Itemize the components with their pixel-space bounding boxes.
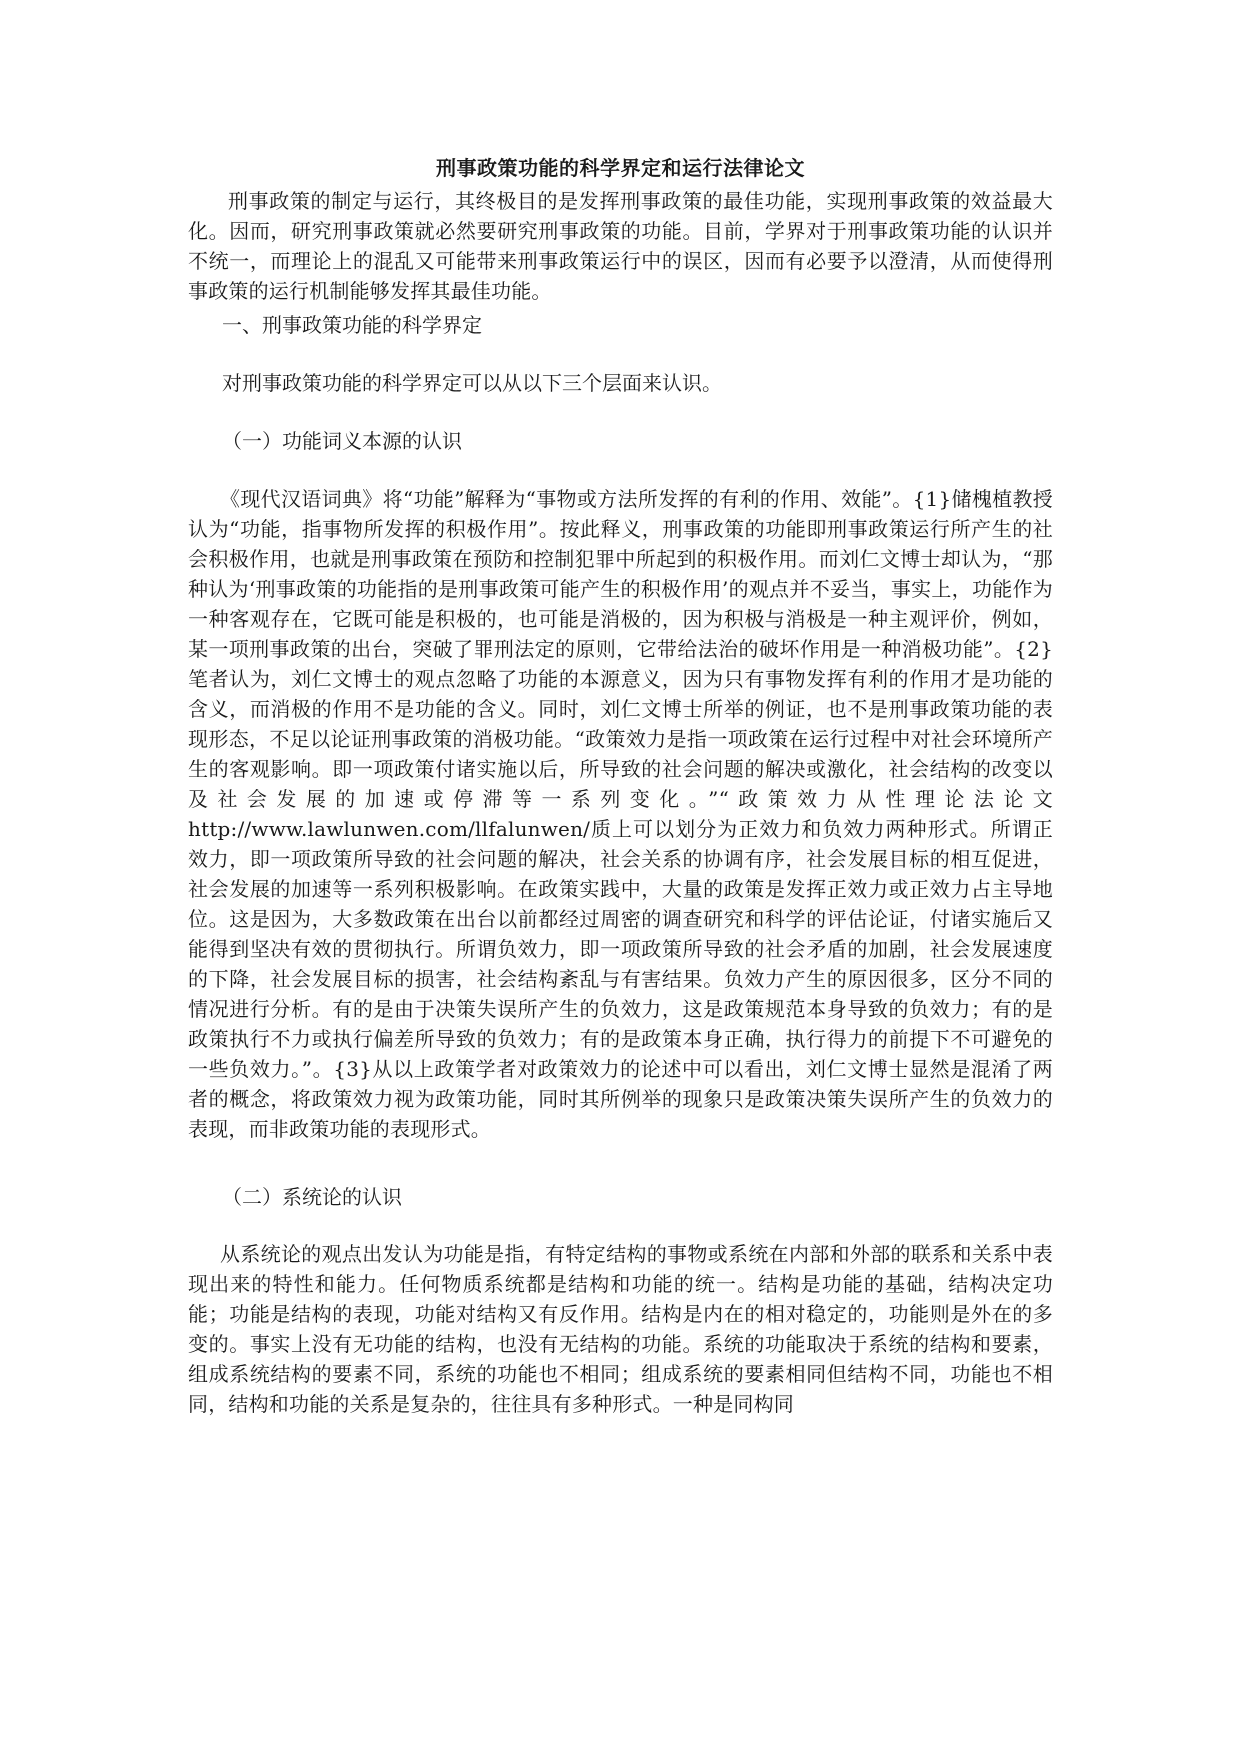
intro-paragraph: 刑事政策的制定与运行，其终极目的是发挥刑事政策的最佳功能，实现刑事政策的效益最大化。因而，研究刑事政策就必然要研究刑事政策的功能。目前，学界对于刑事政策功能的认识并不统一，而理论上的混乱又可能带来刑事政策运行中的误区，因而有必要予以澄清，从而使得刑事政策的运行机制能够发挥其最佳功能。 (188, 189, 1053, 303)
document-title: 刑事政策功能的科学界定和运行法律论文 (436, 156, 805, 180)
subsection-heading-1: （一）功能词义本源的认识 (222, 429, 462, 453)
subsection-body-2: 从系统论的观点出发认为功能是指，有特定结构的事物或系统在内部和外部的联系和关系中表现出来的特性和能力。任何物质系统都是结构和功能的统一。结构是功能的基础，结构决定功能；功能是结构的表现，功能对结构又有反作用。结构是内在的相对稳定的，功能则是外在的多变的。事实上没有无功能的结构，也没有无结构的功能。系统的功能取决于系统的结构和要素，组成系统结构的要素不同，系统的功能也不相同；组成系统的要素相同但结构不同，功能也不相同，结构和功能的关系是复杂的，往往具有多种形式。一种是同构同 (188, 1242, 1053, 1416)
section-lead-paragraph: 对刑事政策功能的科学界定可以从以下三个层面来认识。 (222, 371, 722, 395)
subsection-body-1: 《现代汉语词典》将“功能”解释为“事物或方法所发挥的有利的作用、效能”。{1}储槐植教授认为“功能，指事物所发挥的积极作用”。按此释义，刑事政策的功能即刑事政策运行所产生的社会积极作用，也就是刑事政策在预防和控制犯罪中所起到的积极作用。而刘仁文博士却认为，“那种认为‘刑事政策的功能指的是刑事政策可能产生的积极作用’的观点并不妥当，事实上，功能作为一种客观存在，它既可能是积极的，也可能是消极的，因为积极与消极是一种主观评价，例如，某一项刑事政策的出台，突破了罪刑法定的原则，它带给法治的破坏作用是一种消极功能”。{2}笔者认为，刘仁文博士的观点忽略了功能的本源意义，因为只有事物发挥有利的作用才是功能的含义，而消极的作用不是功能的含义。同时，刘仁文博士所举的例证，也不是刑事政策功能的表现形态，不足以论证刑事政策的消极功能。“政策效力是指一项政策在运行过程中对社会环境所产生的客观影响。即一项政策付诸实施以后，所导致的社会问题的解决或激化，社会结构的改变以及社会发展的加速或停滞等一系列变化。”“政策效力从性理论法论文 http://www.lawlunwen.com/llfalunwen/质上可以划分为正效力和负效力两种形式。所谓正效力，即一项政策所导致的社会问题的解决，社会关系的协调有序，社会发展目标的相互促进，社会发展的加速等一系列积极影响。在政策实践中，大量的政策是发挥正效力或正效力占主导地位。这是因为，大多数政策在出台以前都经过周密的调查研究和科学的评估论证，付诸实施后又能得到坚决有效的贯彻执行。所谓负效力，即一项政策所导致的社会矛盾的加剧，社会发展速度的下降，社会发展目标的损害，社会结构紊乱与有害结果。负效力产生的原因很多，区分不同的情况进行分析。有的是由于决策失误所产生的负效力，这是政策规范本身导致的负效力；有的是政策执行不力或执行偏差所导致的负效力；有的是政策本身正确，执行得力的前提下不可避免的一些负效力。”。{3}从以上政策学者对政策效力的论述中可以看出，刘仁文博士显然是混淆了两者的概念，将政策效力视为政策功能，同时其所例举的现象只是政策决策失误所产生的负效力的表现，而非政策功能的表现形式。 (188, 487, 1053, 1141)
subsection-heading-2: （二）系统论的认识 (222, 1185, 402, 1209)
section-heading-1: 一、刑事政策功能的科学界定 (222, 313, 482, 337)
